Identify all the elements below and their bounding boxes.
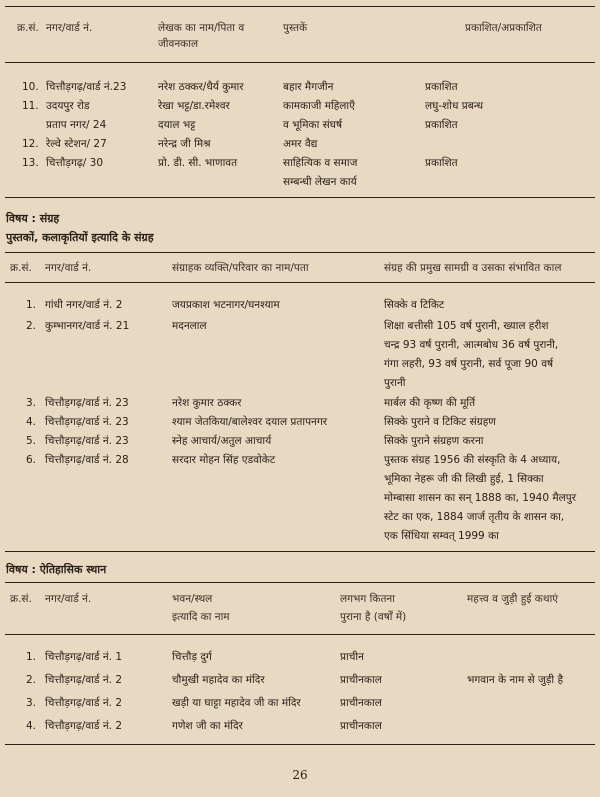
t1-header-sno: क्र.सं. xyxy=(17,22,39,34)
t3-story: भगवान के नाम से जुड़ी है xyxy=(467,674,564,686)
t3-place: चौमुखी महादेव का मंदिर xyxy=(172,674,265,686)
t1-ward: प्रताप नगर/ 24 xyxy=(46,119,107,131)
t2-sno: 1. xyxy=(26,299,37,311)
t2-collector: सरदार मोहन सिंह एडवोकेट xyxy=(172,454,276,466)
t3-ward: चित्तौड़गढ़/वार्ड नं. 1 xyxy=(45,651,123,663)
page-number: 26 xyxy=(292,768,308,782)
t2-header-collector: संग्राहक व्यक्ति/परिवार का नाम/पता xyxy=(172,262,309,274)
t2-item-line: भूमिका नेहरू जी की लिखी हुई, 1 सिक्का xyxy=(384,473,544,485)
t1-sno: 10. xyxy=(22,81,39,93)
t3-header-place-1: भवन/स्थल xyxy=(172,593,213,605)
t1-book: अमर वैद्य xyxy=(283,138,318,150)
t3-ward: चित्तौड़गढ़/वार्ड नं. 2 xyxy=(45,697,123,709)
t3-header-sno: क्र.सं. xyxy=(10,593,32,605)
t2-collector: श्याम जेतकिया/बालेश्वर दयाल प्रतापनगर xyxy=(172,416,328,428)
t3-place: चित्तौड़ दुर्ग xyxy=(172,651,212,663)
section3-subject: विषय : ऐतिहासिक स्थान xyxy=(6,563,107,576)
t3-place: खड़ी या घाट्टा महादेव जी का मंदिर xyxy=(172,697,301,709)
t1-status: प्रकाशित xyxy=(425,81,458,93)
section3-bottom-rule xyxy=(5,744,595,745)
t2-ward: चित्तौड़गढ़/वार्ड नं. 23 xyxy=(45,435,129,447)
t2-header-sno: क्र.सं. xyxy=(10,262,32,274)
section2-header-rule xyxy=(5,282,595,283)
t2-item-line: गंगा लहरी, 93 वर्ष पुरानी, सर्व पूजा 90 वर्ष xyxy=(384,358,554,370)
t1-book: बहार मैगजीन xyxy=(283,81,334,93)
t1-book: सम्बन्धी लेखन कार्य xyxy=(283,176,357,188)
section2-subject: विषय : संग्रह xyxy=(6,212,60,225)
t1-status: प्रकाशित xyxy=(425,157,458,169)
t3-header-ward: नगर/वार्ड नं. xyxy=(45,593,92,605)
t2-ward: चित्तौड़गढ़/वार्ड नं. 23 xyxy=(45,397,129,409)
t1-ward: रेल्वे स्टेशन/ 27 xyxy=(46,138,107,150)
t2-sno: 6. xyxy=(26,454,37,466)
t2-item-line: सिक्के पुराने व टिकिट संग्रहण xyxy=(384,416,496,428)
t2-item-line: स्टेट का एक, 1884 जार्ज तृतीय के शासन का, xyxy=(384,511,565,523)
t2-sno: 5. xyxy=(26,435,37,447)
t2-header-items: संग्रह की प्रमुख सामग्री व उसका संभावित काल xyxy=(384,262,562,274)
section2-bottom-rule xyxy=(5,551,595,552)
t1-ward: उदयपुर रोड xyxy=(46,100,90,112)
table1-header-rule xyxy=(5,62,595,63)
section2-subtitle: पुस्तकों, कलाकृतियों इत्यादि के संग्रह xyxy=(6,231,154,244)
t2-collector: नरेश कुमार ठक्कर xyxy=(172,397,242,409)
t2-sno: 4. xyxy=(26,416,37,428)
t3-sno: 4. xyxy=(26,720,37,732)
table1-bottom-rule xyxy=(5,197,595,198)
t2-item-line: सिक्के पुराने संग्रहण करना xyxy=(384,435,484,447)
t1-ward: चित्तौड़गढ़/वार्ड नं.23 xyxy=(46,81,127,93)
t1-book: साहित्यिक व समाज xyxy=(283,157,358,169)
t2-item-line: सिक्के व टिकिट xyxy=(384,299,445,311)
t2-collector: मदनलाल xyxy=(172,320,207,332)
t2-collector: जयप्रकाश भटनागर/घनश्याम xyxy=(172,299,280,311)
t2-ward: कुम्भानगर/वार्ड नं. 21 xyxy=(45,320,130,332)
t2-item-line: चन्द्र 93 वर्ष पुरानी, आत्मबोध 36 वर्ष पुरानी, xyxy=(384,339,559,351)
t2-ward: चित्तौड़गढ़/वार्ड नं. 23 xyxy=(45,416,129,428)
t3-sno: 1. xyxy=(26,651,37,663)
t2-item-line: शिक्षा बत्तीसी 105 वर्ष पुरानी, ख्याल हरीश xyxy=(384,320,549,332)
t1-author: दयाल भट्ट xyxy=(158,119,196,131)
t2-sno: 2. xyxy=(26,320,37,332)
t3-age: प्राचीनकाल xyxy=(340,720,382,732)
t3-sno: 2. xyxy=(26,674,37,686)
t2-item-line: एक सिंधिया सम्वत् 1999 का xyxy=(384,530,499,542)
t1-status: प्रकाशित xyxy=(425,119,458,131)
section2-top-rule xyxy=(5,252,595,253)
t2-ward: चित्तौड़गढ़/वार्ड नं. 28 xyxy=(45,454,129,466)
t2-collector: स्नेह आचार्य/अतुल आचार्य xyxy=(172,435,272,447)
section3-top-rule xyxy=(5,582,595,583)
t2-sno: 3. xyxy=(26,397,37,409)
t2-header-ward: नगर/वार्ड नं. xyxy=(45,262,92,274)
t1-author: नरेश ठक्कर/धैर्य कुमार xyxy=(158,81,244,93)
t1-header-author-2: जीवनकाल xyxy=(158,38,199,50)
t1-sno: 12. xyxy=(22,138,39,150)
t1-ward: चित्तौड़गढ़/ 30 xyxy=(46,157,104,169)
t3-age: प्राचीनकाल xyxy=(340,674,382,686)
t1-author: नरेन्द्र जी मिश्र xyxy=(158,138,211,150)
t3-ward: चित्तौड़गढ़/वार्ड नं. 2 xyxy=(45,720,123,732)
t3-age: प्राचीन xyxy=(340,651,364,663)
t2-item-line: पुस्तक संग्रह 1956 की संस्कृति के 4 अध्याय, xyxy=(384,454,561,466)
t3-header-age-1: लगभग कितना xyxy=(340,593,395,605)
t2-ward: गांधी नगर/वार्ड नं. 2 xyxy=(45,299,123,311)
t3-header-stories: महत्त्व व जुड़ी हुई कथाएं xyxy=(467,593,559,605)
t1-header-ward: नगर/वार्ड नं. xyxy=(46,22,93,34)
t3-sno: 3. xyxy=(26,697,37,709)
t2-item-line: पुरानी xyxy=(384,377,406,389)
t2-item-line: मोम्बासा शासन का सन् 1888 का, 1940 मैलपुर xyxy=(384,492,577,504)
t1-book: कामकाजी महिलाएँ xyxy=(283,100,355,112)
t1-header-author-1: लेखक का नाम/पिता व xyxy=(158,22,245,34)
t1-sno: 13. xyxy=(22,157,39,169)
table1-top-rule xyxy=(5,6,595,7)
t3-place: गणेश जी का मंदिर xyxy=(172,720,243,732)
t1-header-status: प्रकाशित/अप्रकाशित xyxy=(465,22,542,34)
t2-item-line: मार्बल की कृष्ण की मूर्ति xyxy=(384,397,476,409)
t3-header-age-2: पुराना है (वर्षों में) xyxy=(340,611,407,623)
t1-author: रेखा भट्ट/डा.रमेश्वर xyxy=(158,100,230,112)
t1-sno: 11. xyxy=(22,100,39,112)
t1-header-books: पुस्तकें xyxy=(283,22,308,34)
t1-book: व भूमिका संघर्ष xyxy=(283,119,343,131)
section3-header-rule xyxy=(5,634,595,635)
t3-header-place-2: इत्यादि का नाम xyxy=(172,611,230,623)
t1-status: लघु-शोध प्रबन्ध xyxy=(425,100,484,112)
t3-age: प्राचीनकाल xyxy=(340,697,382,709)
t3-ward: चित्तौड़गढ़/वार्ड नं. 2 xyxy=(45,674,123,686)
t1-author: प्रो. डी. सी. भाणावत xyxy=(158,157,238,169)
